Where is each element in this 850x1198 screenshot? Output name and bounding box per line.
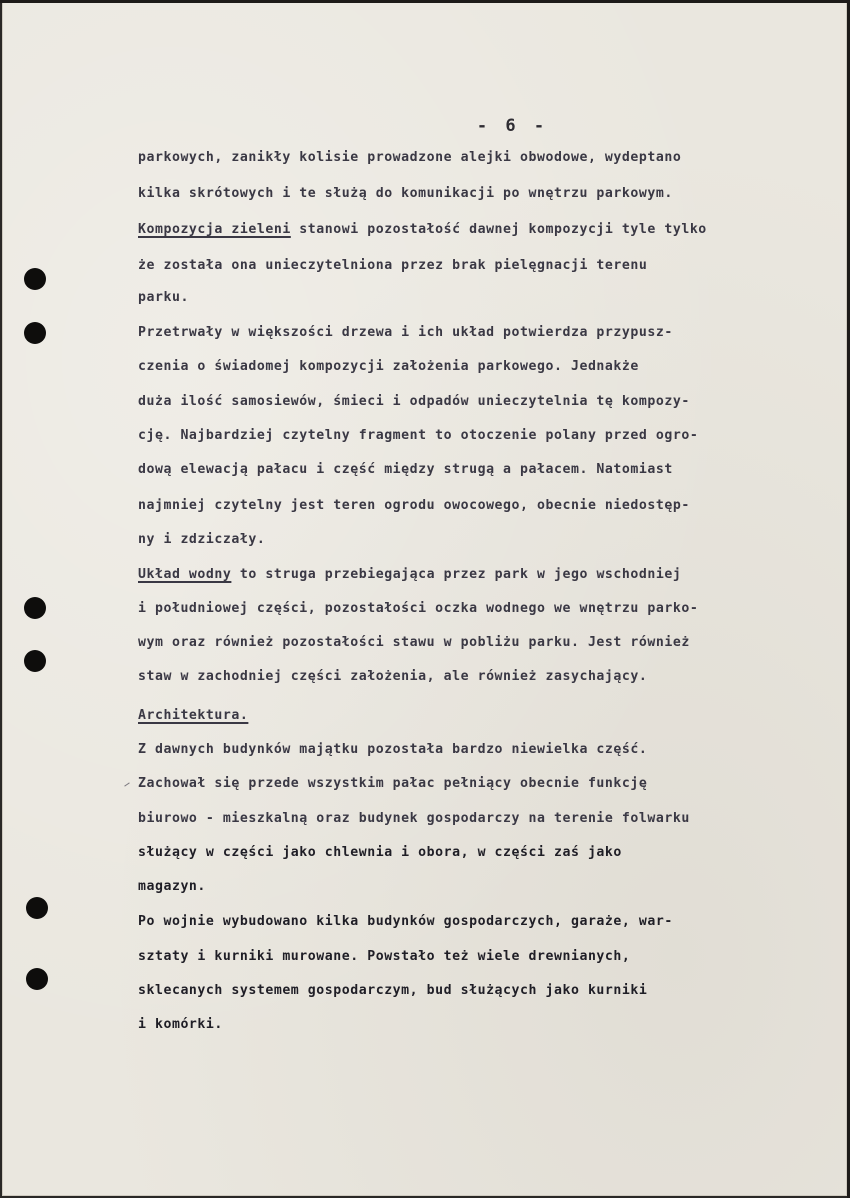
text-run: cję. Najbardziej czytelny fragment to otoczenie polany przed ogro- <box>138 428 699 443</box>
text-run: ny i zdziczały. <box>138 532 266 547</box>
section-heading: Układ wodny <box>138 567 232 582</box>
punch-hole-1 <box>24 268 46 290</box>
text-run: Przetrwały w większości drzewa i ich układ potwierdza przypusz- <box>138 325 673 340</box>
text-run: stanowi pozostałość dawnej kompozycji tyle tylko <box>290 222 707 237</box>
page-number: - 6 - <box>476 116 545 136</box>
text-run: Z dawnych budynków majątku pozostała bardzo niewielka część. <box>138 742 648 757</box>
text-run: dową elewacją pałacu i część między strugą a pałacem. Natomiast <box>138 462 673 477</box>
text-run: magazyn. <box>138 879 206 894</box>
text-line <box>138 742 647 757</box>
text-run: Zachował się przede wszystkim pałac pełniący obecnie funkcję <box>138 776 648 791</box>
text-line <box>138 635 690 650</box>
text-line <box>138 150 681 165</box>
text-run: najmniej czytelny jest teren ogrodu owocowego, obecnie niedostęp- <box>138 498 690 513</box>
punch-hole-4 <box>24 650 46 672</box>
text-run: to struga przebiegająca przez park w jego wschodniej <box>231 567 682 582</box>
document-page <box>2 0 847 1196</box>
text-run: służący w części jako chlewnia i obora, w części zaś jako <box>138 845 622 860</box>
text-line <box>138 532 265 547</box>
text-line <box>138 983 647 998</box>
punch-hole-2 <box>24 322 46 344</box>
margin-pencil-mark <box>124 782 129 786</box>
punch-hole-6 <box>26 968 48 990</box>
text-run: Po wojnie wybudowano kilka budynków gospodarczych, garaże, war- <box>138 914 673 929</box>
text-run: duża ilość samosiewów, śmieci i odpadów unieczytelnia tę kompozy- <box>138 394 690 409</box>
text-run: i komórki. <box>138 1017 223 1032</box>
section-heading: Architektura. <box>138 708 249 723</box>
text-line <box>138 567 681 582</box>
text-line <box>138 186 673 201</box>
text-line <box>138 811 690 826</box>
text-run: sztaty i kurniki murowane. Powstało też wiele drewnianych, <box>138 949 631 964</box>
text-line <box>138 290 189 305</box>
text-run: parku. <box>138 290 189 305</box>
text-run: biurowo - mieszkalną oraz budynek gospodarczy na terenie folwarku <box>138 811 690 826</box>
text-run: sklecanych systemem gospodarczym, bud służących jako kurniki <box>138 983 648 998</box>
text-line <box>138 669 647 684</box>
punch-hole-5 <box>26 897 48 919</box>
text-run: kilka skrótowych i te służą do komunikacji po wnętrzu parkowym. <box>138 186 673 201</box>
text-run: i południowej części, pozostałości oczka wodnego we wnętrzu parko- <box>138 601 699 616</box>
text-line <box>138 879 206 894</box>
text-line <box>138 776 647 791</box>
text-line <box>138 222 707 237</box>
text-line <box>138 394 690 409</box>
text-line <box>138 428 698 443</box>
text-line <box>138 498 690 513</box>
text-line <box>138 359 639 374</box>
text-line <box>138 1017 223 1032</box>
text-line <box>138 949 630 964</box>
text-line <box>138 708 248 723</box>
text-line <box>138 462 673 477</box>
text-line <box>138 914 673 929</box>
text-line <box>138 845 622 860</box>
text-run: parkowych, zanikły kolisie prowadzone alejki obwodowe, wydeptano <box>138 150 682 165</box>
text-line <box>138 258 647 273</box>
text-line <box>138 325 673 340</box>
text-run: czenia o świadomej kompozycji założenia parkowego. Jednakże <box>138 359 639 374</box>
punch-hole-3 <box>24 597 46 619</box>
section-heading: Kompozycja zieleni <box>138 222 291 237</box>
text-line <box>138 601 698 616</box>
text-run: wym oraz również pozostałości stawu w pobliżu parku. Jest również <box>138 635 690 650</box>
text-run: że została ona unieczytelniona przez brak pielęgnacji terenu <box>138 258 648 273</box>
text-run: staw w zachodniej części założenia, ale również zasychający. <box>138 669 648 684</box>
scan-edge-top <box>0 0 850 3</box>
